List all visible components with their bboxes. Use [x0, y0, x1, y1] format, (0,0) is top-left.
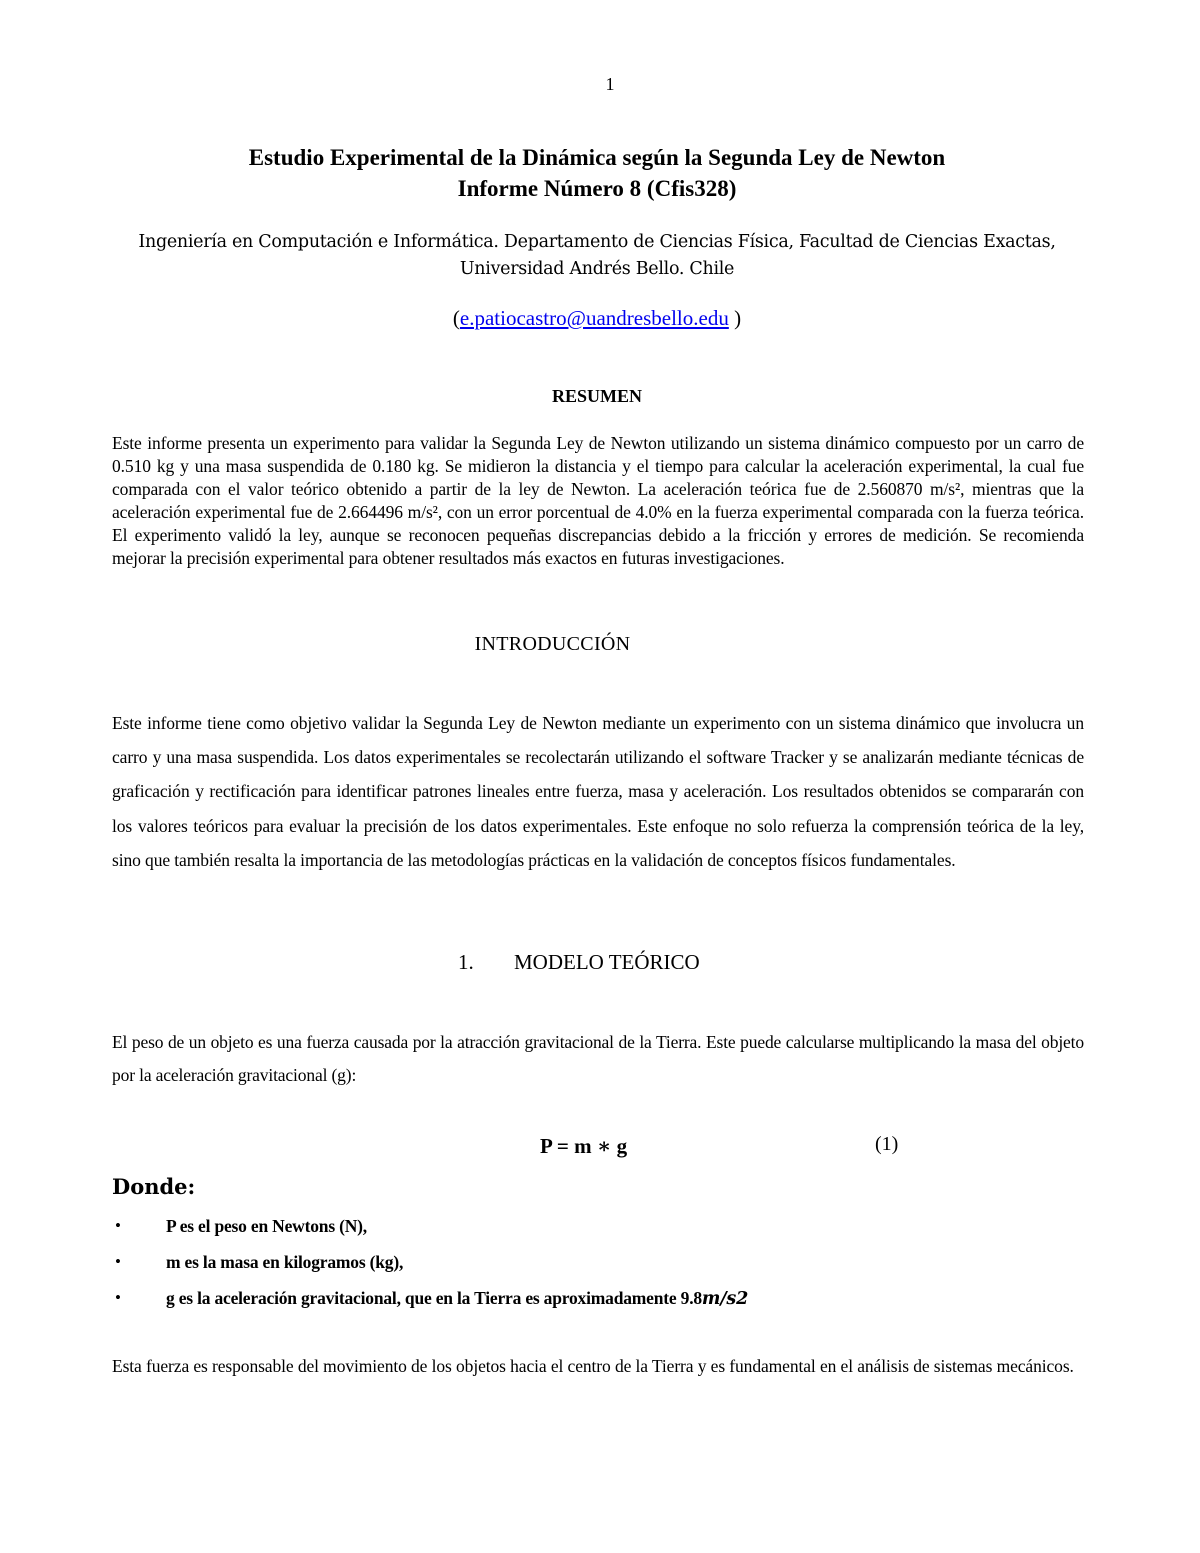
section-1-heading: [458, 950, 700, 975]
section-1-title: MODELO TEÓRICO: [514, 950, 700, 974]
abstract-heading: RESUMEN: [551, 386, 642, 406]
weight-equation: P = m ∗ g: [540, 1134, 628, 1158]
section-1-paragraph: El peso de un objeto es una fuerza causada por la atracción gravitacional de la Tierra. Este puede calcularse multiplicando la masa del objeto por la aceleración gravitacional (g):: [112, 1032, 1084, 1085]
closing-paragraph: Esta fuerza es responsable del movimiento de los objetos hacia el centro de la Tierra y es fundamental en el análisis de sistemas mecánicos.: [112, 1356, 1074, 1376]
bullet-text: P es el peso en Newtons (N),: [166, 1216, 367, 1236]
section-1-number: 1.: [458, 950, 474, 974]
affiliation-line-1: Ingeniería en Computación e Informática. Departamento de Ciencias Física, Facultad de Ciencias Exactas,: [138, 232, 1056, 252]
email-close-paren: ): [728, 306, 742, 330]
bullet-text: m es la masa en kilogramos (kg),: [166, 1252, 404, 1272]
gravity-bullet-label: g es la aceleración gravitacional, que en la Tierra es aproximadamente: [166, 1288, 677, 1308]
bullet-icon: •: [115, 1252, 121, 1271]
title-line-2: Informe Número 8 (Cfis328): [457, 176, 737, 201]
affiliation-line-2: Universidad Andrés Bello. Chile: [459, 259, 735, 279]
author-affiliation: [0, 229, 1194, 283]
title-line-1: Estudio Experimental de la Dinámica según la Segunda Ley de Newton: [248, 145, 946, 170]
page-number: 1: [605, 74, 615, 94]
introduction-heading: INTRODUCCIÓN: [474, 633, 631, 655]
gravity-value: 9.8: [680, 1288, 702, 1308]
gravity-unit: m/s2: [701, 1289, 749, 1309]
email-link[interactable]: e.patiocastro@uandresbello.edu: [459, 306, 729, 330]
abstract-text: Este informe presenta un experimento para validar la Segunda Ley de Newton utilizando un sistema dinámico compuesto por un carro de 0.510 kg y una masa suspendida de 0.180 kg. Se midieron la distancia y el tiempo para calcular la aceleración experimental, la cual fue comparada con el valor teórico obtenido a partir de la ley de Newton. La aceleración teórica fue de 2.560870 m/s², mientras que la aceleración experimental fue de 2.664496 m/s², con un error porcentual de 4.0% en la fuerza experimental comparada con la fuerza teórica. El experimento validó la ley, aunque se reconocen pequeñas discrepancias debido a la fricción y errores de medición. Se recomienda mejorar la precisión experimental para obtener resultados más exactos en futuras investigaciones.: [112, 433, 1084, 568]
bullet-text-gravity: [166, 1283, 748, 1314]
bullet-icon: •: [115, 1288, 121, 1307]
contact-email: [0, 306, 1194, 331]
paper-title: [0, 142, 1194, 204]
email-open-paren: (: [452, 306, 460, 330]
introduction-text: Este informe tiene como objetivo validar la Segunda Ley de Newton mediante un experimento con un sistema dinámico que involucra un carro y una masa suspendida. Los datos experimentales se recolectarán utilizando el software Tracker y se analizarán mediante técnicas de graficación y rectificación para identificar patrones lineales entre fuerza, masa y aceleración. Los resultados obtenidos se compararán con los valores teóricos para evaluar la precisión de los datos experimentales. Este enfoque no solo refuerza la comprensión teórica de la ley, sino que también resalta la importancia de las metodologías prácticas en la validación de conceptos físicos fundamentales.: [112, 713, 1084, 870]
bullet-icon: •: [115, 1216, 121, 1235]
equation-number: (1): [875, 1133, 899, 1155]
where-label: Donde:: [112, 1174, 196, 1199]
